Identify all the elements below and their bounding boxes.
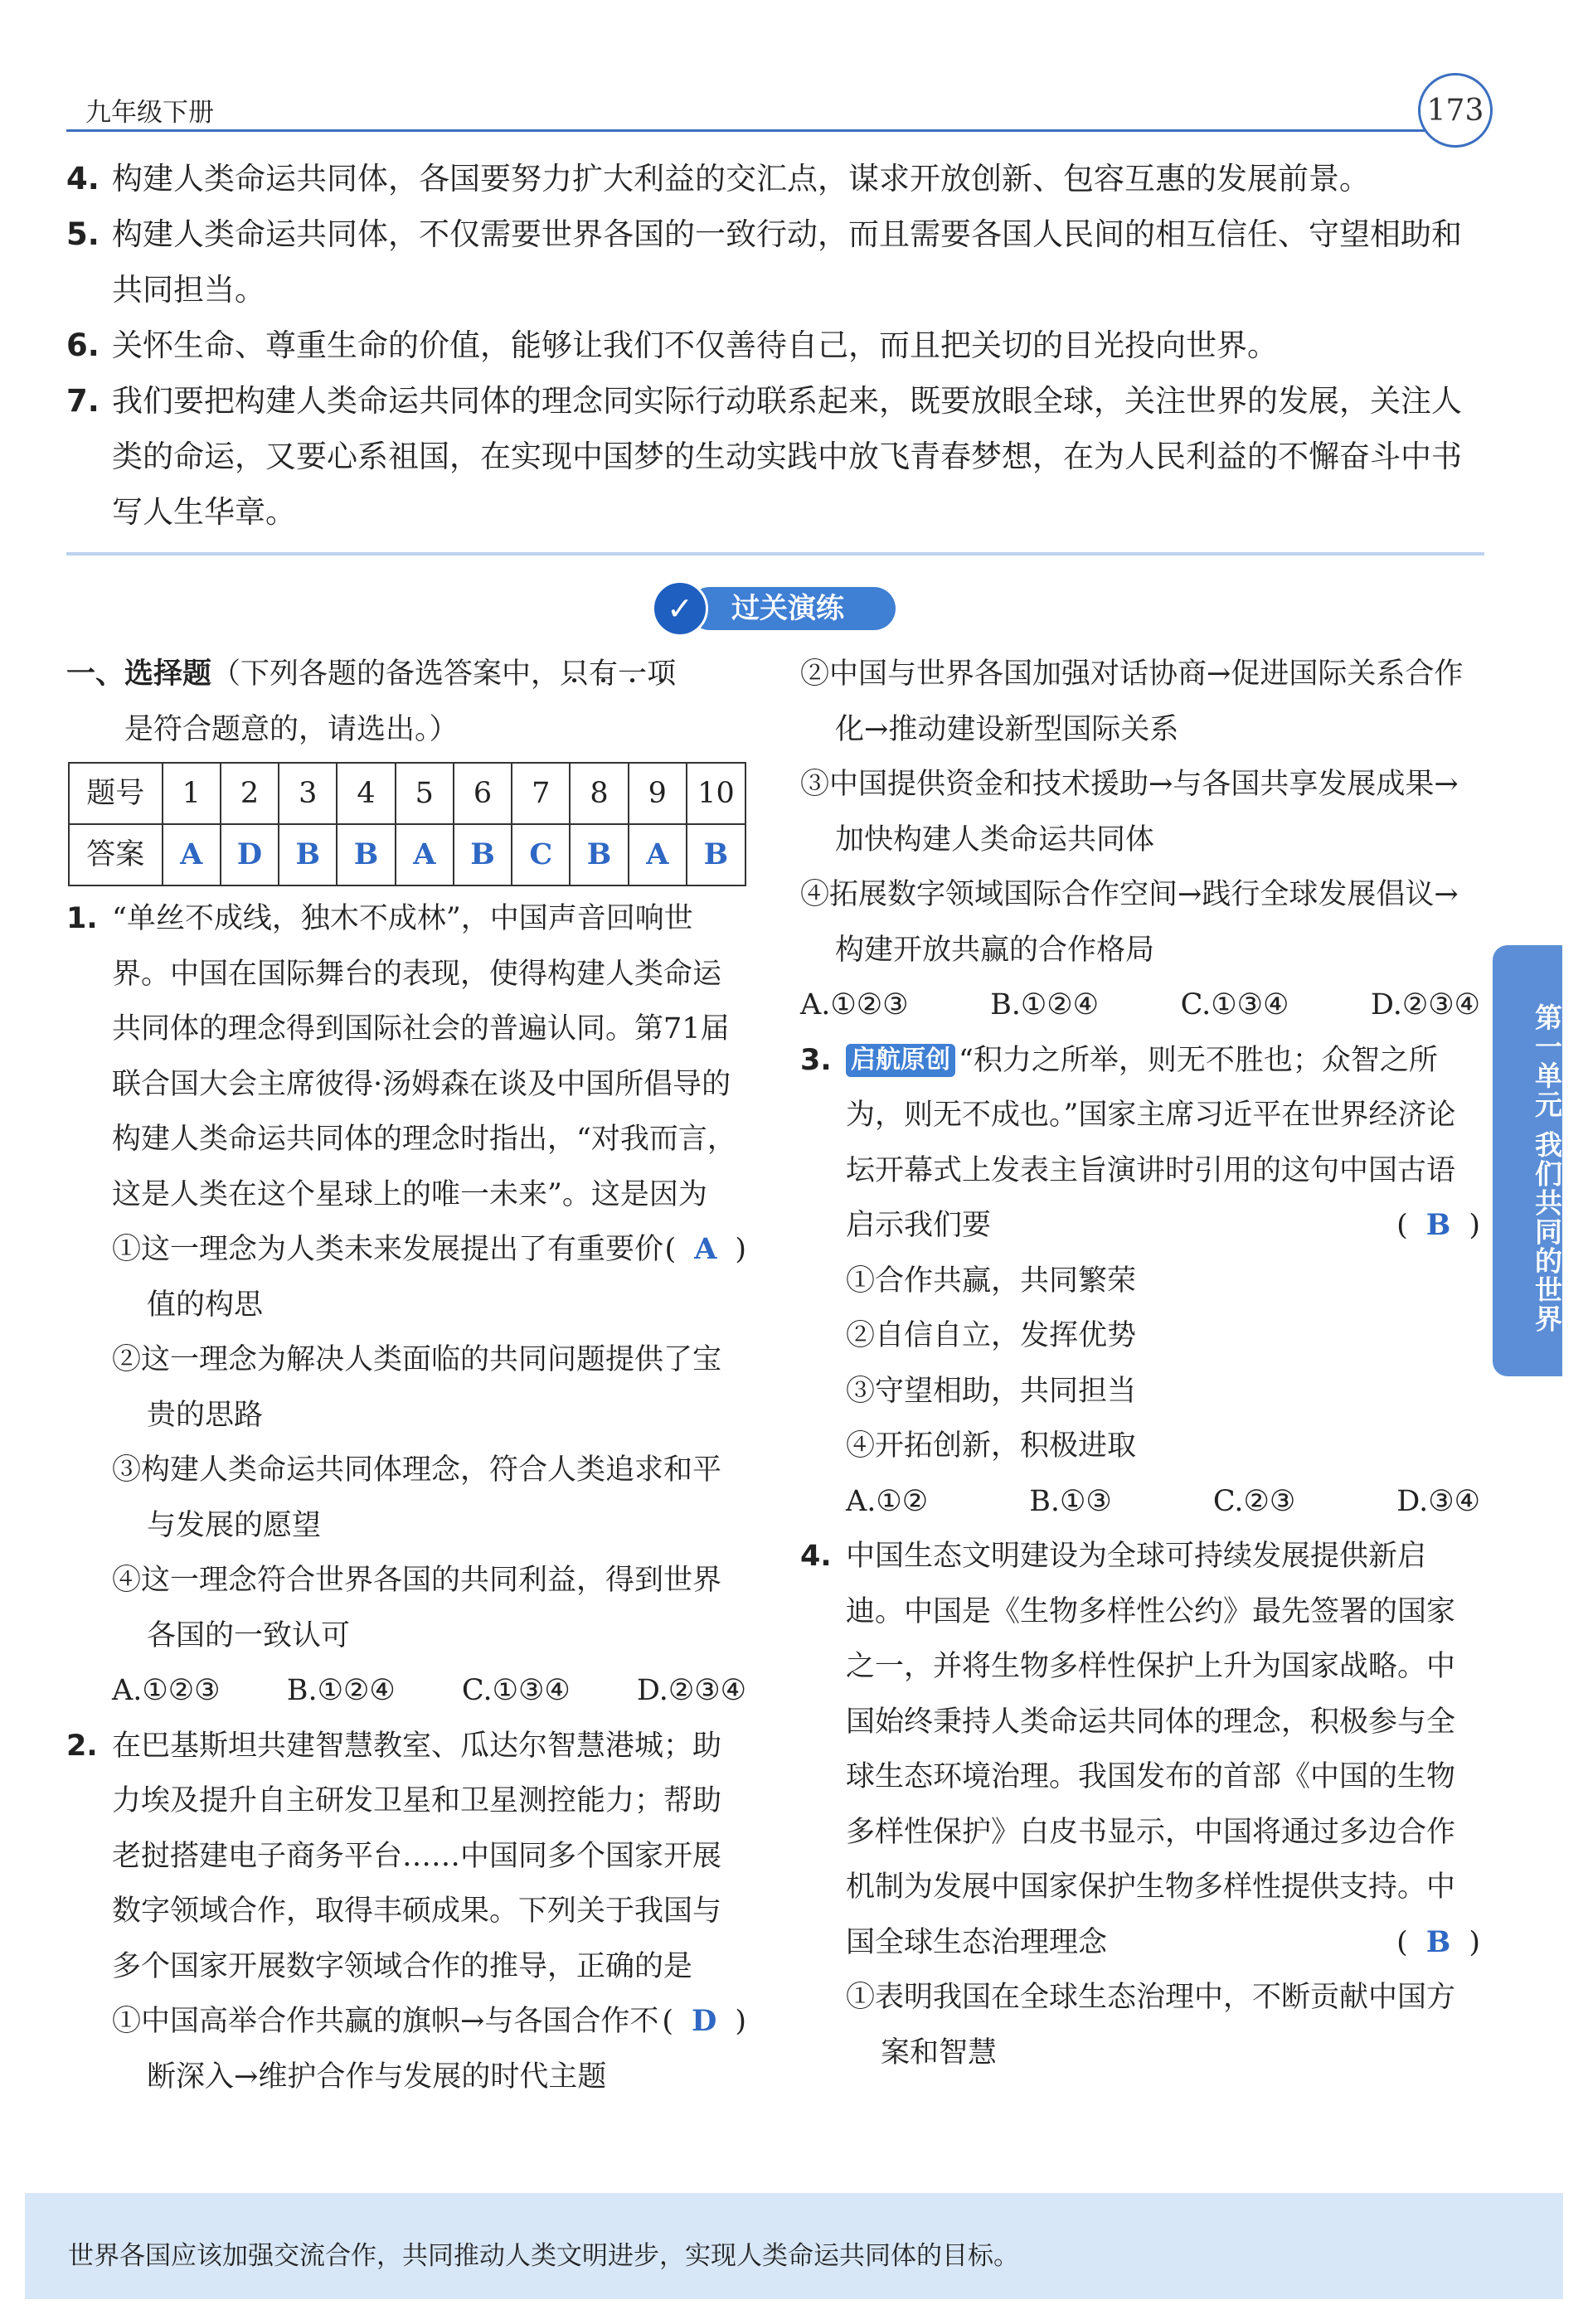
option: ③构建人类命运共同体理念，符合人类追求和平与发展的愿望 <box>112 1453 722 1542</box>
answer-cell: B <box>687 824 745 885</box>
option: ③中国提供资金和技术援助→与各国共享发展成果→加快构建人类命运共同体 <box>800 768 1459 856</box>
check-icon: ✓ <box>652 580 708 637</box>
answer-bracket: ( B ) <box>1396 1208 1480 1242</box>
footer-band <box>25 2193 1563 2299</box>
option: ①合作共赢，共同繁荣 <box>846 1264 1137 1298</box>
question-stem: 3. 启航原创 “积力之所举，则无不胜也；众智之所为，则无不成也。”国家主席习近平在世界经济论坛开幕式上发表主旨演讲时引用的这句中国古语启示我们要 ( B ) <box>800 1033 1480 1254</box>
answer-cell: B <box>570 824 628 885</box>
question-2 <box>66 1719 746 2105</box>
unit-side-tab: 第一单元 我们共同的世界 <box>1493 945 1562 1376</box>
right-column <box>800 647 1480 2080</box>
question-stem: 1. “单丝不成线，独木不成林”，中国声音回响世界。中国在国际舞台的表现，使得构建人类命运共同体的理念得到国际社会的普遍认同。第71届联合国大会主席彼得·汤姆森在谈及中国所倡导的构建人类命运共同体的理念时指出，“对我而言，这是人类在这个星球上的唯一未来”。这是因为 ( A ) <box>66 891 746 1222</box>
answer-bracket: ( A ) <box>664 1232 746 1266</box>
grade-label: 九年级下册 <box>85 98 214 128</box>
section-divider <box>66 552 1484 556</box>
table-row <box>69 763 745 824</box>
answer-cell: D <box>221 824 279 885</box>
answer-cell: A <box>629 824 687 885</box>
question-stem: 4. 中国生态文明建设为全球可持续发展提供新启迪。中国是《生物多样性公约》最先签署的国家之一，并将生物多样性保护上升为国家战略。中国始终秉持人类命运共同体的理念，积极参与全球生态环境治理。我国发布的首部《中国的生物多样性保护》白皮书显示，中国将通过多边合作机制为发展中国家保护生物多样性提供支持。中国全球生态治理理念 ( B ) <box>800 1529 1480 1970</box>
option: ④这一理念符合世界各国的共同利益，得到世界各国的一致认可 <box>112 1564 722 1652</box>
option: ④拓展数字领域国际合作空间→践行全球发展倡议→构建开放共赢的合作格局 <box>800 878 1459 967</box>
question-number: 6 <box>454 763 512 824</box>
answer-cell: B <box>454 824 512 885</box>
row-label: 题号 <box>69 763 163 824</box>
answer-bracket: ( D ) <box>662 2004 746 2038</box>
knowledge-points <box>66 151 1476 540</box>
question-number: 8 <box>570 763 628 824</box>
option: ②这一理念为解决人类面临的共同问题提供了宝贵的思路 <box>112 1343 722 1432</box>
answer-cell: B <box>337 824 395 885</box>
practice-banner <box>652 580 901 635</box>
page-number: 173 <box>1418 73 1493 148</box>
choices: A.①② B.①③ C.②③ D.③④ <box>846 1484 1480 1518</box>
table-row <box>69 824 745 885</box>
question-number: 10 <box>687 763 745 824</box>
section-instruction: 是符合题意的，请选出。） <box>124 712 459 746</box>
row-label: 答案 <box>69 824 163 885</box>
original-tag: 启航原创 <box>846 1044 955 1077</box>
question-number: 3 <box>279 763 337 824</box>
answer-table <box>68 762 746 886</box>
option: ②自信自立，发挥优势 <box>846 1319 1137 1352</box>
option: ②中国与世界各国加强对话协商→促进国际关系合作化→推动建设新型国际关系 <box>800 657 1464 746</box>
question-1 <box>66 891 746 1719</box>
answer-bracket: ( B ) <box>1396 1924 1480 1959</box>
question-stem: 2. 在巴基斯坦共建智慧教室、瓜达尔智慧港城；助力埃及提升自主研发卫星和卫星测控能力；帮助老挝搭建电子商务平台……中国同多个国家开展数字领域合作，取得丰硕成果。下列关于我国与多个国家开展数字领域合作的推导，正确的是 ( D ) <box>66 1719 746 1995</box>
banner-title: 过关演练 <box>688 587 896 630</box>
answer-cell: A <box>396 824 454 885</box>
question-number: 9 <box>629 763 687 824</box>
footer-text: 世界各国应该加强交流合作，共同推动人类文明进步，实现人类命运共同体的目标。 <box>68 2241 1019 2271</box>
question-number: 7 <box>512 763 570 824</box>
header-rule <box>66 129 1459 132</box>
answer-cell: B <box>279 824 337 885</box>
question-number: 2 <box>221 763 279 824</box>
knowledge-point: 4. 构建人类命运共同体，各国要努力扩大利益的交汇点，谋求开放创新、包容互惠的发展前景。 <box>66 161 1370 196</box>
question-number: 5 <box>396 763 454 824</box>
option: ①中国高举合作共赢的旗帜→与各国合作不断深入→维护合作与发展的时代主题 <box>112 2005 659 2094</box>
knowledge-point: 5. 构建人类命运共同体，不仅需要世界各国的一致行动，而且需要各国人民间的相互信任、守望相助和共同担当。 <box>66 216 1462 308</box>
left-column <box>66 647 746 2104</box>
choices: A.①②③ B.①②④ C.①③④ D.②③④ <box>800 988 1480 1021</box>
answer-cell: C <box>512 824 570 885</box>
answer-cell: A <box>163 824 221 885</box>
question-number: 4 <box>337 763 395 824</box>
option: ①表明我国在全球生态治理中，不断贡献中国方案和智慧 <box>846 1981 1456 2069</box>
knowledge-point: 7. 我们要把构建人类命运共同体的理念同实际行动联系起来，既要放眼全球，关注世界的发展，关注人类的命运，又要心系祖国，在实现中国梦的生动实践中放飞青春梦想，在为人民利益的不懈奋斗中书写人生华章。 <box>66 383 1462 530</box>
option: ①这一理念为人类未来发展提出了有重要价值的构思 <box>112 1233 664 1322</box>
question-3 <box>800 1033 1480 1530</box>
question-4 <box>800 1529 1480 2080</box>
option: ④开拓创新，积极进取 <box>846 1429 1137 1463</box>
question-number: 1 <box>163 763 221 824</box>
section-heading: 一、选择题（下列各题的备选答案中，只 •有 •一 •项 • <box>66 647 746 702</box>
option: ③守望相助，共同担当 <box>846 1374 1137 1408</box>
choices: A.①②③ B.①②④ C.①③④ D.②③④ <box>112 1674 746 1707</box>
knowledge-point: 6. 关怀生命、尊重生命的价值，能够让我们不仅善待自己，而且把关切的目光投向世界。 <box>66 327 1278 363</box>
